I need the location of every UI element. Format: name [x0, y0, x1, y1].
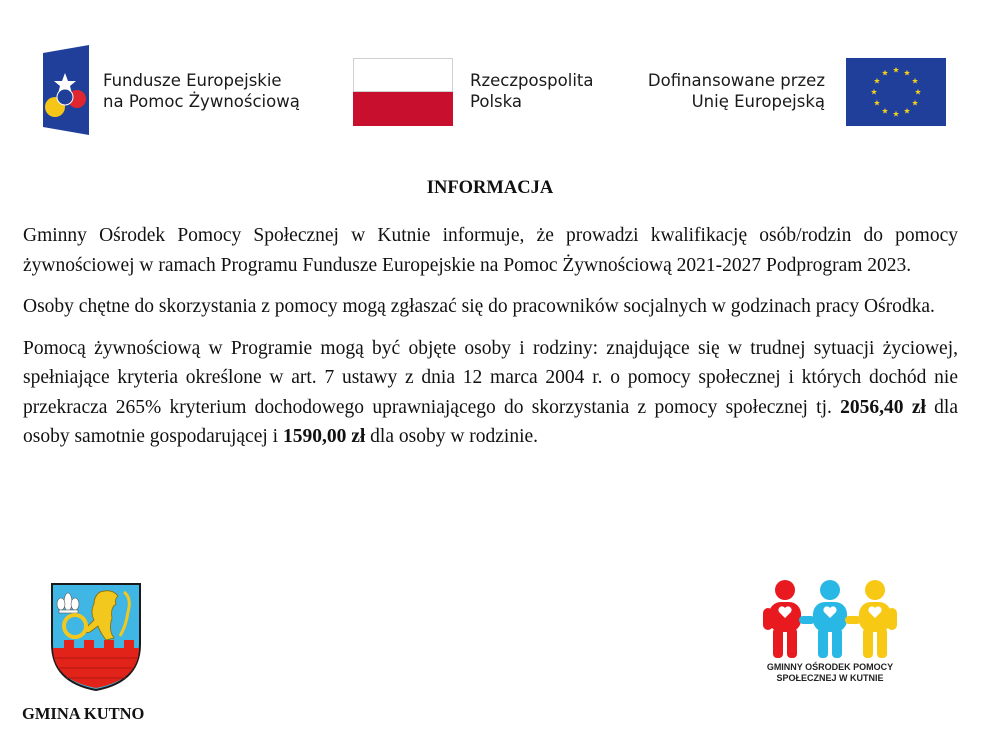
eu-flag-icon — [846, 58, 946, 126]
eu-logo-line2: Unię Europejską — [691, 92, 825, 111]
paragraph-3-text-2: dla osoby samotnie gospodarującej i — [23, 396, 959, 447]
document-title: INFORMACJA — [426, 178, 554, 198]
rp-logo-line1: Rzeczpospolita — [470, 71, 594, 90]
eu-logo-line1: Dofinansowane przez — [647, 71, 825, 90]
person-red — [763, 580, 801, 658]
paragraph-3-text-3: dla osoby w rodzinie. — [365, 426, 539, 447]
paragraph-2: Osoby chętne do skorzystania z pomocy mogą zgłaszać się do pracowników socjalnych w godzinach pracy Ośrodka. — [23, 296, 935, 317]
logo-bar — [0, 0, 1000, 160]
document-body — [23, 221, 958, 464]
gops-people-icon — [755, 578, 905, 662]
fe-logo — [43, 45, 323, 135]
amount-single: 2056,40 zł — [840, 396, 926, 418]
gmina-coat-of-arms — [50, 582, 142, 692]
amount-family: 1590,00 zł — [282, 426, 366, 447]
gops-logo — [755, 578, 905, 693]
polish-flag-icon — [353, 58, 453, 126]
person-yellow — [845, 580, 897, 658]
gops-logo-line1: GMINNY OŚRODEK POMOCY — [766, 662, 894, 672]
person-cyan — [799, 580, 847, 658]
gops-logo-text — [755, 662, 905, 684]
paragraph-3-text-1: Pomocą żywnościową w Programie mogą być objęte osoby i rodziny: znajdujące się w trudnej sytuacji życiowej, spełniające kryteria określone w art. 7 ustawy z dnia 12 marca 2004 r. o pomocy społecznej i których dochód nie przekracza 265% kryterium dochodowego uprawniającego do skorzystania z pomocy społecznej tj. — [23, 337, 958, 418]
fe-emblem-icon — [43, 45, 93, 135]
gops-logo-line2: SPOŁECZNEJ W KUTNIE — [776, 673, 884, 683]
paragraph-1: Gminny Ośrodek Pomocy Społecznej w Kutnie informuje, że prowadzi kwalifikację osób/rodzin do pomocy żywnościowej w ramach Programu Fundusze Europejskie na Pomoc Żywnościową 2021-2027 Podprogram 2023. — [23, 225, 958, 276]
rp-logo — [353, 58, 613, 128]
coat-of-arms-icon — [50, 582, 142, 692]
fe-logo-line2: na Pomoc Żywnościową — [103, 92, 300, 111]
paragraph-3 — [23, 334, 958, 452]
rp-logo-line2: Polska — [470, 92, 523, 111]
eu-logo — [640, 58, 950, 128]
fe-logo-line1: Fundusze Europejskie — [103, 71, 282, 90]
gmina-label: GMINA KUTNO — [22, 704, 145, 723]
